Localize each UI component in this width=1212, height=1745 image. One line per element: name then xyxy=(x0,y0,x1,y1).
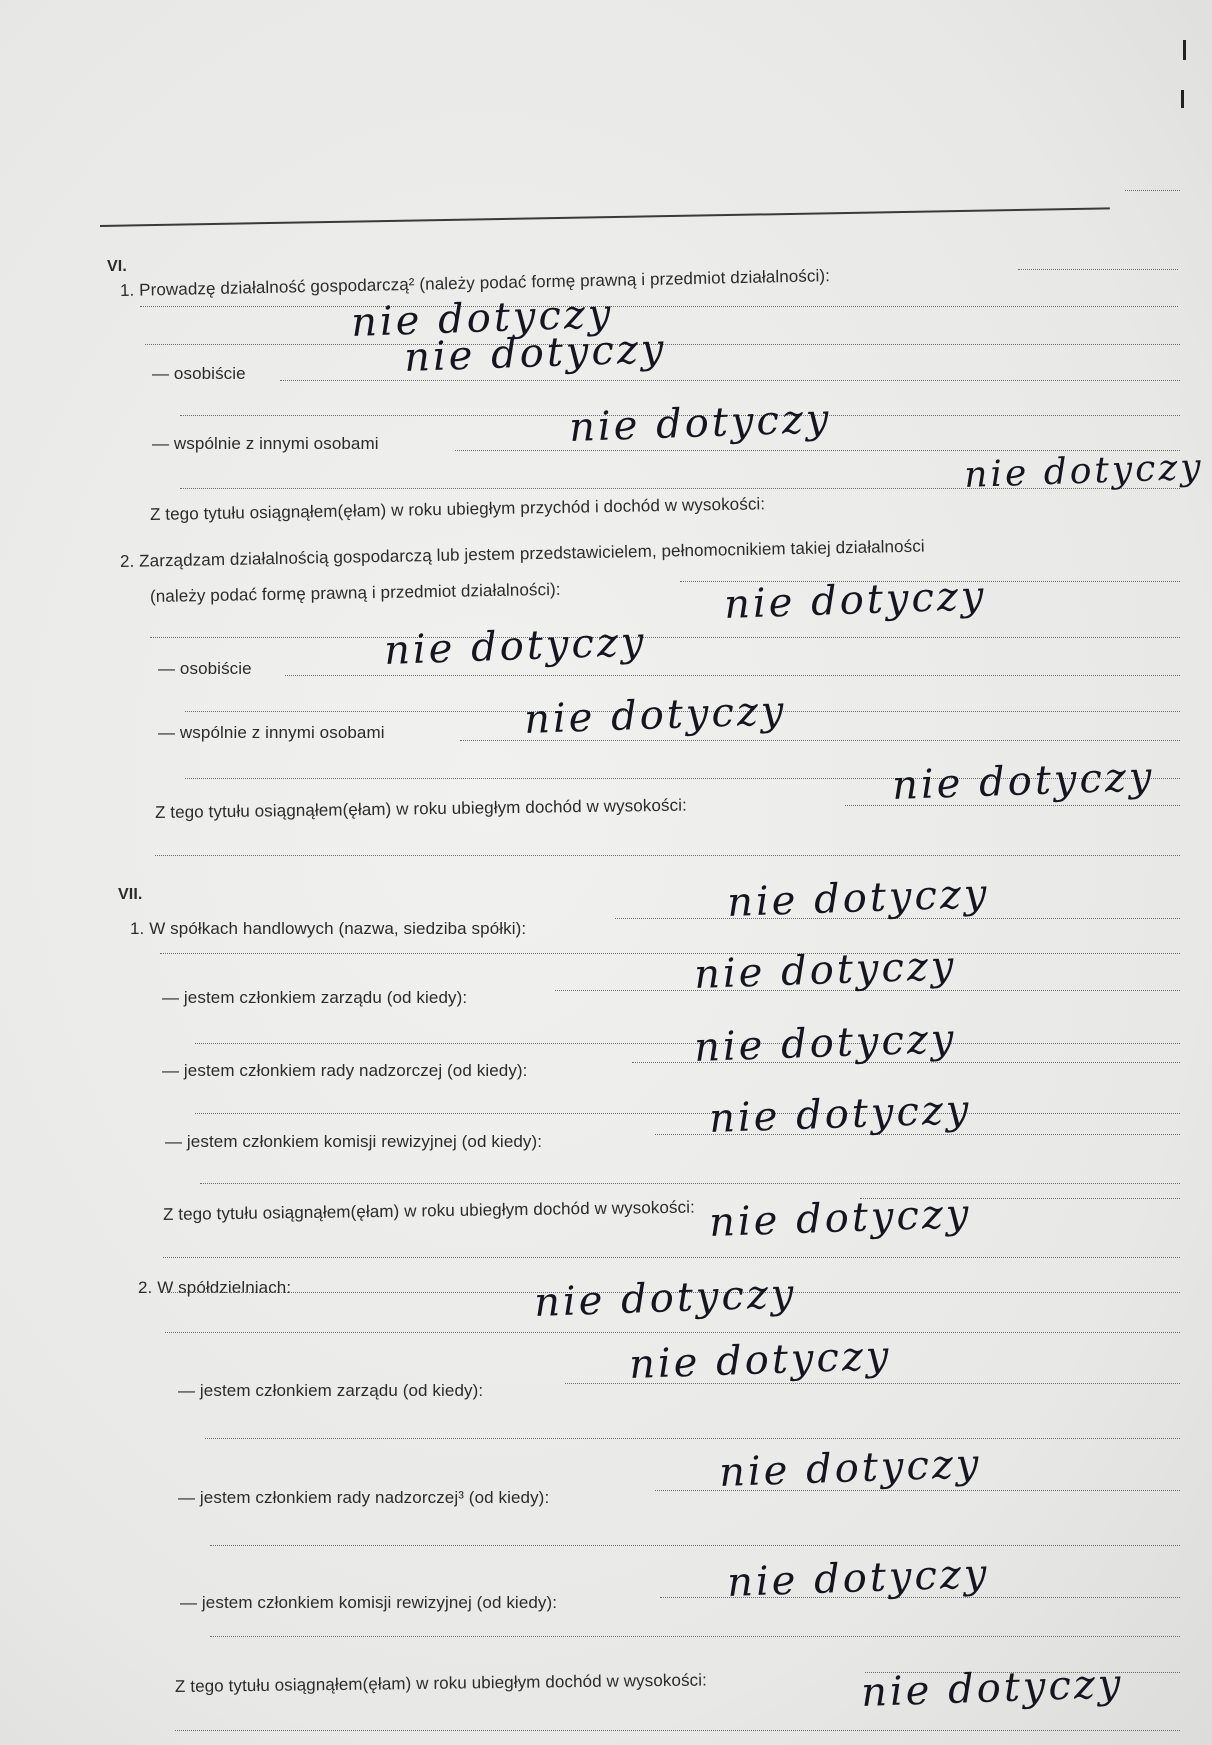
header-rule xyxy=(100,207,1110,227)
field-label: — wspólnie z innymi osobami xyxy=(158,723,385,742)
answer-line xyxy=(165,1332,1180,1333)
section-number: VI. xyxy=(107,258,127,275)
handwritten-answer: nie dotyczy xyxy=(693,942,958,998)
field-label: — jestem członkiem rady nadzorczej³ (od kiedy): xyxy=(178,1488,550,1507)
section-number: VII. xyxy=(118,886,143,903)
field-label: — jestem członkiem komisji rewizyjnej (od kiedy): xyxy=(180,1593,558,1612)
handwritten-answer: nie dotyczy xyxy=(726,870,991,926)
answer-line xyxy=(210,1636,1180,1637)
answer-line xyxy=(200,1183,1180,1184)
handwritten-answer: nie dotyczy xyxy=(383,618,648,674)
income-label: Z tego tytułu osiągnąłem(ęłam) w roku ubiegłym dochód w wysokości: xyxy=(154,795,688,822)
margin-mark xyxy=(1183,40,1186,60)
handwritten-answer: nie dotyczy xyxy=(718,1440,983,1496)
field-label: — osobiście xyxy=(152,364,246,383)
handwritten-answer: nie dotyczy xyxy=(403,325,668,381)
handwritten-answer: nie dotyczy xyxy=(708,1086,973,1142)
answer-line xyxy=(160,953,1180,954)
answer-line xyxy=(205,1438,1180,1439)
handwritten-answer: nie dotyczy xyxy=(963,446,1205,496)
field-label: — wspólnie z innymi osobami xyxy=(152,434,379,453)
answer-line xyxy=(175,1730,1180,1731)
answer-line xyxy=(210,1545,1180,1546)
answer-line xyxy=(1018,269,1178,270)
item-text: 1. Prowadzę działalność gospodarczą² (należy podać formę prawną i przedmiot działalności): xyxy=(119,266,831,300)
handwritten-answer: nie dotyczy xyxy=(693,1015,958,1071)
handwritten-answer: nie dotyczy xyxy=(568,395,833,451)
handwritten-answer: nie dotyczy xyxy=(723,572,988,628)
item-text: 2. W spółdzielniach: xyxy=(138,1278,292,1297)
answer-line xyxy=(285,675,1180,676)
answer-line xyxy=(163,1257,1180,1258)
handwritten-answer: nie dotyczy xyxy=(891,753,1156,809)
margin-mark xyxy=(1181,90,1184,108)
handwritten-answer: nie dotyczy xyxy=(523,687,788,743)
handwritten-answer: nie dotyczy xyxy=(350,290,615,346)
item-text: 2. Zarządzam działalnością gospodarczą lub jestem przedstawicielem, pełnomocnikiem takiej działalności xyxy=(119,536,925,571)
income-label: Z tego tytułu osiągnąłem(ęłam) w roku ubiegłym dochód w wysokości: xyxy=(162,1197,696,1224)
item-text: (należy podać formę prawną i przedmiot działalności): xyxy=(149,579,561,606)
field-label: — jestem członkiem zarządu (od kiedy): xyxy=(162,988,468,1007)
field-label: — jestem członkiem zarządu (od kiedy): xyxy=(178,1381,484,1400)
answer-line xyxy=(195,1043,1180,1044)
handwritten-answer: nie dotyczy xyxy=(533,1270,798,1326)
answer-line xyxy=(195,1113,1180,1114)
answer-line xyxy=(140,306,1178,307)
income-label: Z tego tytułu osiągnąłem(ęłam) w roku ubiegłym dochód w wysokości: xyxy=(174,1670,708,1696)
field-label: — jestem członkiem komisji rewizyjnej (od kiedy): xyxy=(165,1132,543,1151)
handwritten-answer: nie dotyczy xyxy=(628,1332,893,1388)
handwritten-answer: nie dotyczy xyxy=(726,1550,991,1606)
handwritten-answer: nie dotyczy xyxy=(708,1190,973,1246)
field-label: — jestem członkiem rady nadzorczej (od kiedy): xyxy=(162,1061,528,1080)
answer-line xyxy=(150,637,1180,638)
handwritten-answer: nie dotyczy xyxy=(860,1660,1125,1716)
header-dotted-rule xyxy=(1125,190,1180,191)
income-label: Z tego tytułu osiągnąłem(ęłam) w roku ubiegłym przychód i dochód w wysokości: xyxy=(149,494,766,524)
field-label: — osobiście xyxy=(158,659,252,678)
item-text: 1. W spółkach handlowych (nazwa, siedziba spółki): xyxy=(130,919,527,938)
answer-line xyxy=(155,855,1180,856)
